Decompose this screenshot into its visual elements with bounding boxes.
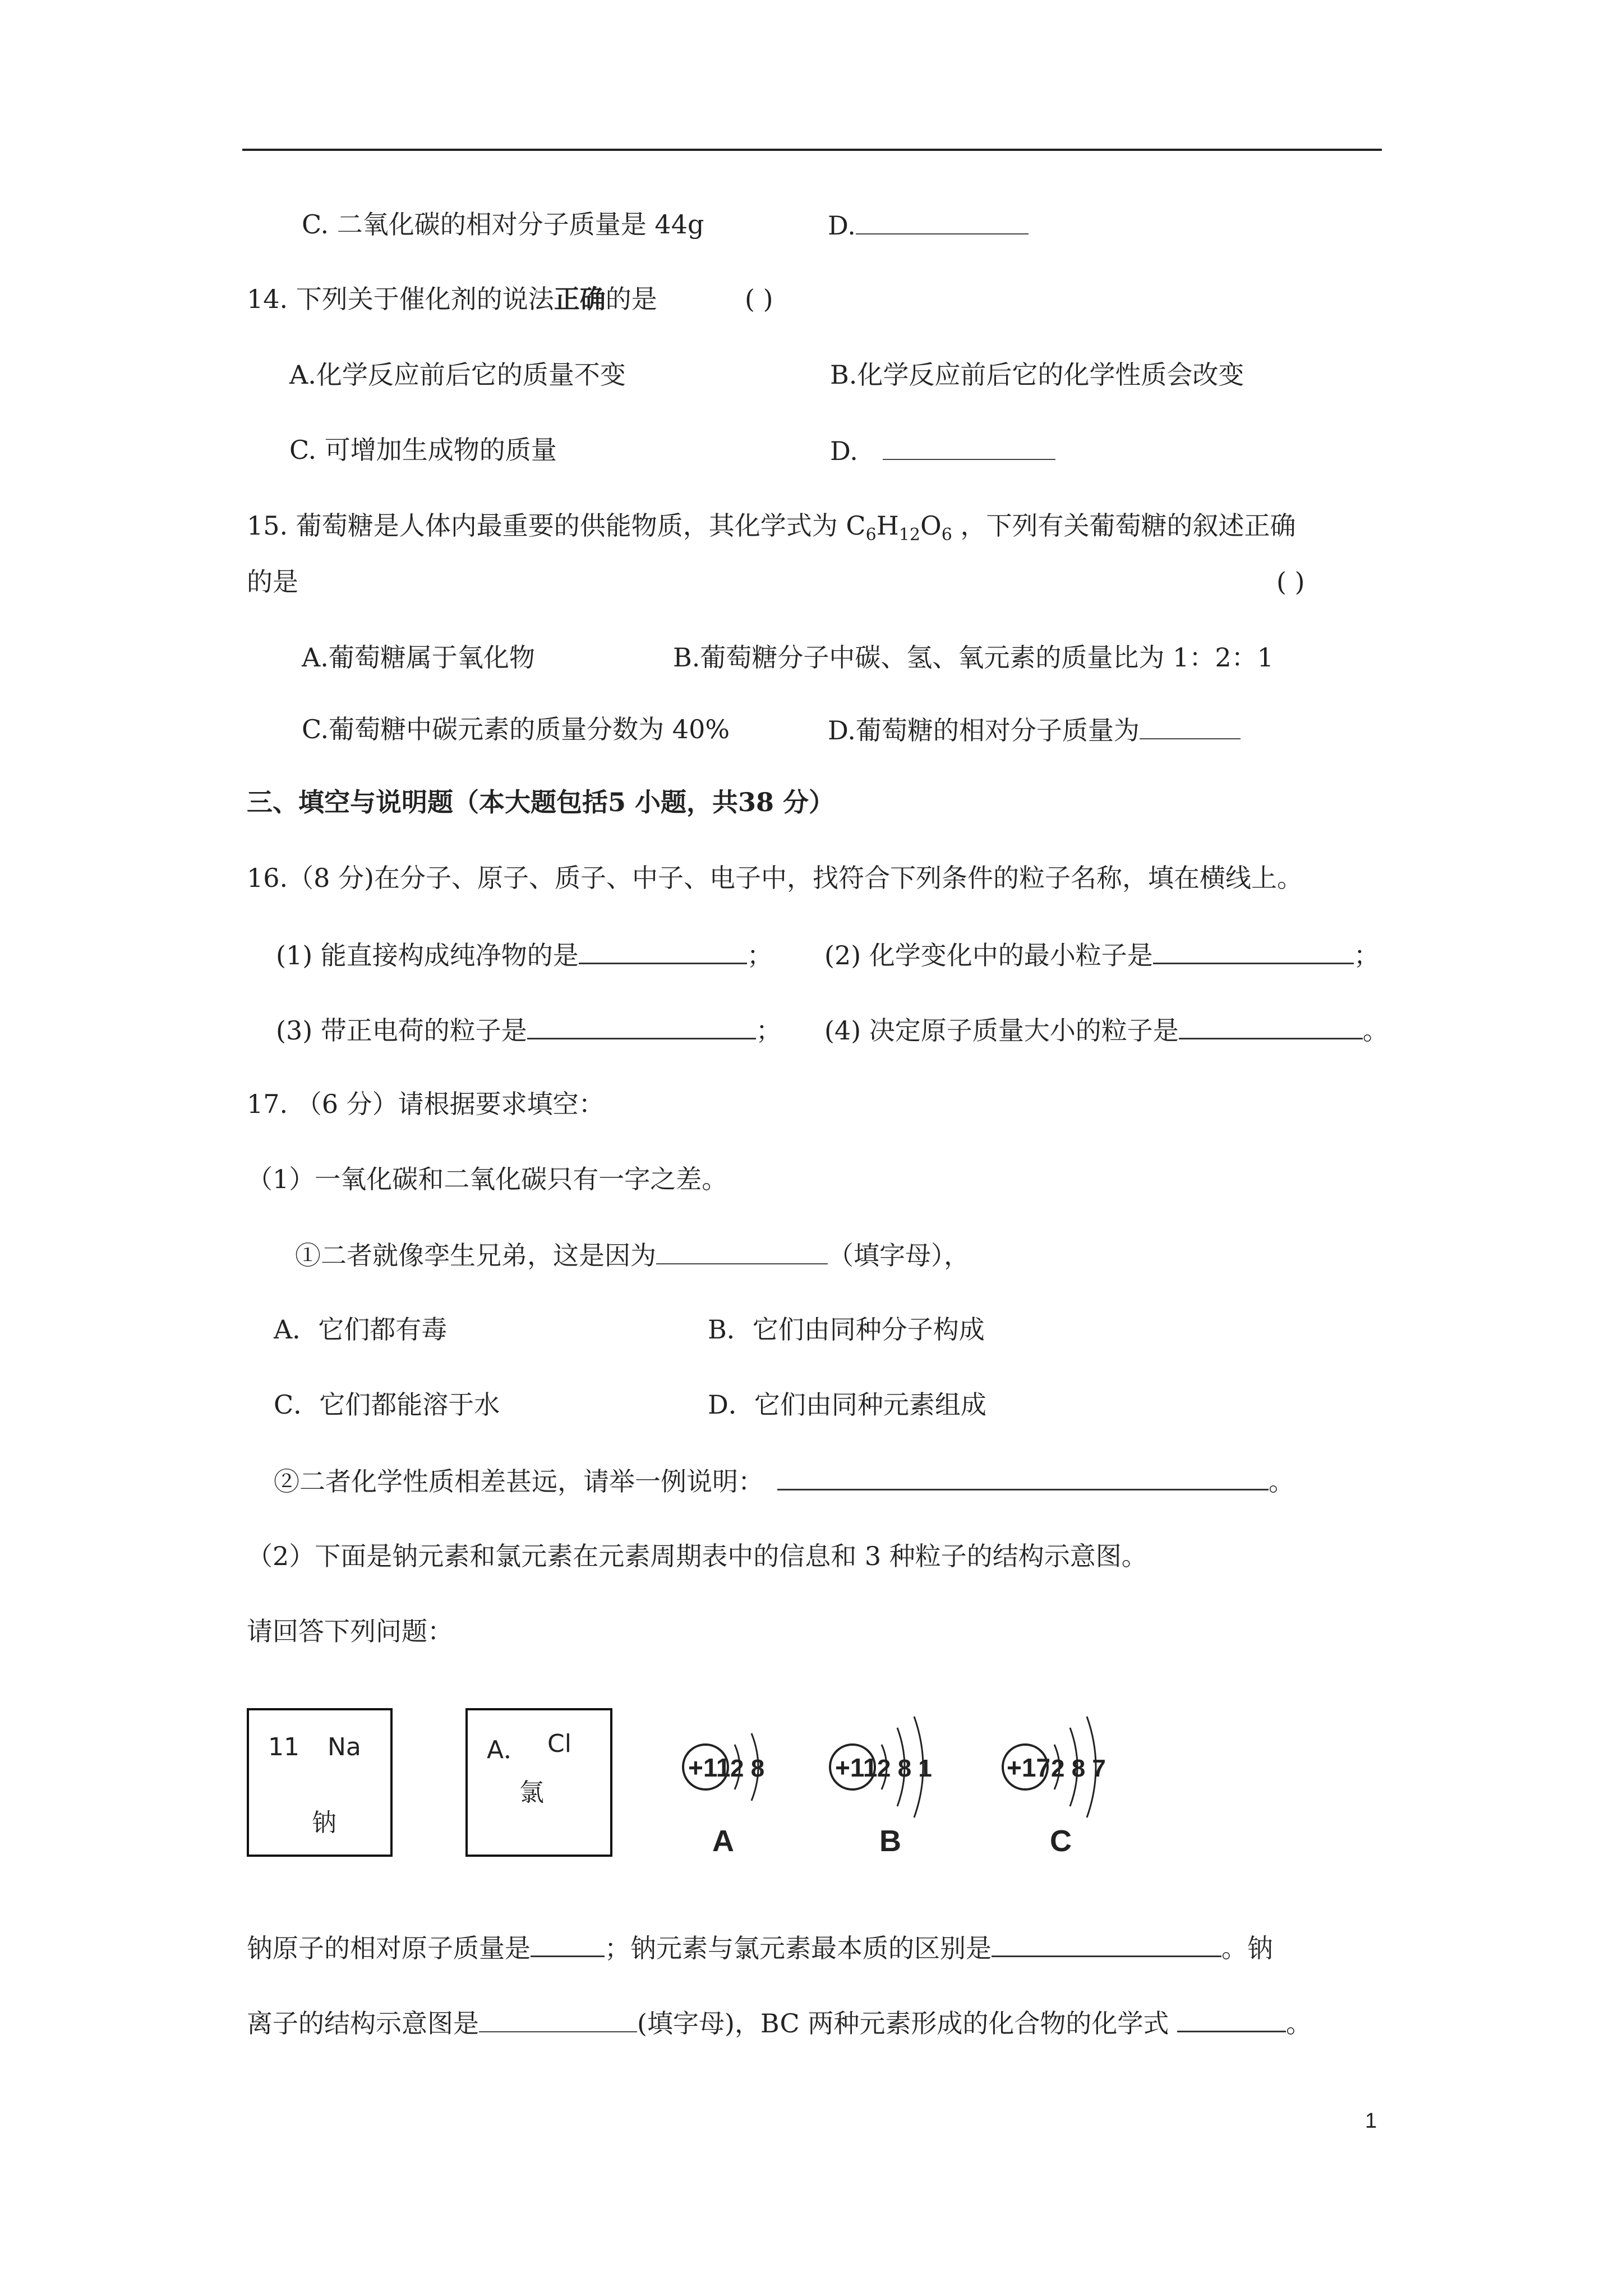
q17-final-line2: [247, 2005, 1312, 2040]
q14-paren: ( ): [745, 284, 773, 314]
q17-sub1-pre: ①二者就像孪生兄弟，这是因为: [295, 1240, 656, 1271]
separator: ；: [1353, 940, 1380, 970]
q16-part1: [276, 937, 773, 972]
q16-part4-label: (4) 决定原子质量大小的粒子是: [824, 1015, 1179, 1046]
q17-option-c: C．它们都能溶于水: [274, 1389, 500, 1420]
q16-part2: [824, 937, 1380, 972]
q17-option-a: A．它们都有毒: [274, 1314, 448, 1345]
separator: ；: [746, 940, 773, 970]
q14-stem: [247, 282, 657, 316]
nucleus-charge: +11: [688, 1753, 731, 1782]
q14-option-d: [830, 433, 1055, 468]
atom-diagram-c: [1003, 1717, 1106, 1858]
q17-ask: 请回答下列问题：: [247, 1616, 453, 1646]
q17-f2: ；钠元素与氯元素最本质的区别是: [605, 1933, 992, 1963]
q15-stem: [247, 509, 1295, 552]
q15-option-a: A.葡萄糖属于氧化物: [302, 642, 535, 673]
answer-blank: [579, 937, 747, 964]
answer-blank: [883, 433, 1055, 460]
nucleus-charge: +17: [1007, 1753, 1051, 1782]
element-symbol: Na: [328, 1733, 361, 1761]
q17-f6: 。: [1286, 2008, 1312, 2039]
atom-diagram-b: [830, 1717, 932, 1858]
q16-stem: 16.（8 分)在分子、原子、质子、中子、电子中，找符合下列条件的粒子名称，填在横线上。: [247, 863, 1303, 893]
q16-part3: [276, 1012, 782, 1047]
atom-structure-diagrams: [662, 1688, 1155, 1868]
answer-blank: [656, 1237, 828, 1264]
q15-stem-pre: 15. 葡萄糖是人体内最重要的供能物质，其化学式为: [247, 510, 846, 541]
electron-counts: 2 8: [730, 1755, 765, 1782]
q17-option-d: D．它们由同种元素组成: [708, 1389, 986, 1420]
q15-option-d: [828, 712, 1241, 747]
element-name: 钠: [312, 1809, 336, 1837]
q13-option-d-label: D.: [828, 210, 856, 241]
answer-blank: [527, 1012, 756, 1039]
answer-blank: [1153, 937, 1354, 964]
answer-blank: [856, 208, 1029, 234]
q17-final-line1: [247, 1930, 1273, 1965]
diagram-label: A: [712, 1824, 734, 1858]
q14-stem-bold: 正确: [554, 284, 606, 314]
q15-option-d-label: D.葡萄糖的相对分子质量为: [828, 715, 1140, 746]
q15-option-b: B.葡萄糖分子中碳、氢、氧元素的质量比为 1：2：1: [673, 642, 1274, 673]
q17-f3: 。钠: [1221, 1933, 1273, 1963]
header-rule: [242, 149, 1382, 151]
element-box-sodium: [247, 1708, 393, 1857]
q17-sub2: [274, 1463, 1294, 1498]
nucleus-charge: +11: [835, 1753, 878, 1782]
diagram-label: B: [879, 1824, 901, 1858]
q14-option-b: B.化学反应前后它的化学性质会改变: [830, 360, 1244, 390]
q14-stem-pre: 14. 下列关于催化剂的说法: [247, 284, 554, 314]
q14-stem-post: 的是: [605, 284, 657, 314]
atom-diagram-a: [683, 1733, 764, 1858]
q16-part3-label: (3) 带正电荷的粒子是: [276, 1015, 527, 1046]
q15-paren: ( ): [1276, 567, 1305, 597]
q16-part1-label: (1) 能直接构成纯净物的是: [276, 940, 579, 970]
answer-blank: [1179, 1012, 1363, 1039]
separator: ；: [755, 1015, 782, 1046]
glucose-formula: $C_6H_{12}O_6$: [846, 510, 952, 545]
q13-option-d: [828, 208, 1029, 242]
element-symbol: Cl: [547, 1729, 571, 1758]
q17-sub1-post: （填字母），: [828, 1240, 970, 1271]
q17-sub2-pre: ②二者化学性质相差甚远，请举一例说明：: [274, 1466, 764, 1497]
q17-f1: 钠原子的相对原子质量是: [247, 1933, 531, 1963]
answer-blank: [1140, 712, 1241, 739]
atomic-number: 11: [268, 1733, 299, 1761]
q17-option-b: B．它们由同种分子构成: [708, 1314, 985, 1345]
section-heading: 三、填空与说明题（本大题包括5 小题，共38 分）: [247, 787, 835, 817]
diagram-label: C: [1050, 1824, 1072, 1858]
answer-blank: [992, 1930, 1221, 1957]
q15-stem-post: ，下列有关葡萄糖的叙述正确: [952, 510, 1296, 541]
q16-part4: [824, 1012, 1389, 1047]
q17-f5: (填字母)，BC 两种元素形成的化合物的化学式: [637, 2008, 1177, 2039]
q17-sub1: [295, 1237, 970, 1272]
atomic-number: A．: [487, 1736, 529, 1764]
answer-blank: [479, 2005, 637, 2032]
q15-option-c: C.葡萄糖中碳元素的质量分数为 40%: [302, 714, 730, 744]
q15-stem-line2: 的是: [247, 567, 298, 597]
electron-counts: 2 8 7: [1051, 1755, 1106, 1782]
q17-sub2-post: 。: [1269, 1466, 1294, 1497]
separator: 。: [1362, 1015, 1389, 1046]
q14-option-c: C. 可增加生成物的质量: [289, 435, 557, 465]
q17-part2: （2）下面是钠元素和氯元素在元素周期表中的信息和 3 种粒子的结构示意图。: [247, 1541, 1147, 1571]
q14-option-d-label: D.: [830, 436, 858, 466]
element-box-chlorine: [465, 1708, 612, 1857]
q17-f4: 离子的结构示意图是: [247, 2008, 479, 2039]
answer-blank: [531, 1930, 605, 1957]
element-name: 氯: [519, 1778, 544, 1807]
q13-option-c: C. 二氧化碳的相对分子质量是 44g: [302, 209, 704, 240]
q16-part2-label: (2) 化学变化中的最小粒子是: [824, 940, 1153, 970]
q14-option-a: A.化学反应前后它的质量不变: [289, 360, 626, 390]
q17-part1: （1）一氧化碳和二氧化碳只有一字之差。: [247, 1164, 728, 1194]
q17-stem: 17. （6 分）请根据要求填空：: [247, 1089, 605, 1119]
answer-blank: [1177, 2005, 1286, 2032]
page-number: 1: [1365, 2109, 1377, 2133]
electron-counts: 2 8 1: [877, 1755, 932, 1782]
answer-blank: [777, 1463, 1269, 1490]
